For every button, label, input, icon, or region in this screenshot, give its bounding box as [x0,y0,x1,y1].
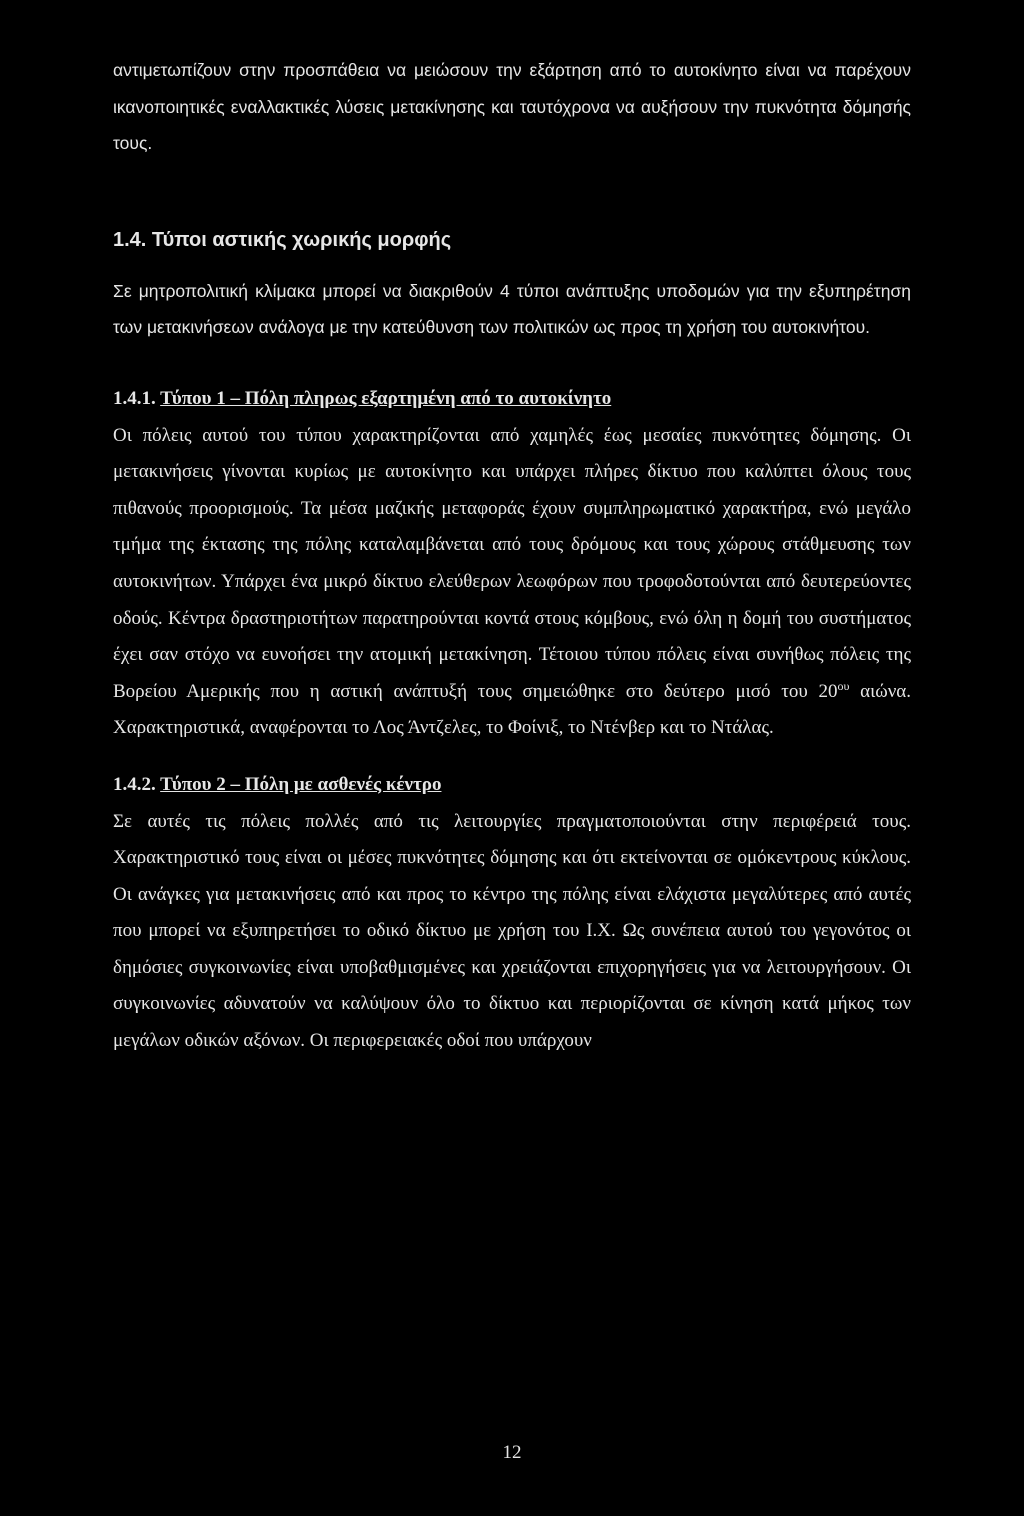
document-page [113,52,911,1060]
spacer [113,747,911,767]
subsection-2-title: Τύπου 2 – Πόλη με ασθενές κέντρο [160,773,442,795]
section-heading [113,222,911,258]
subsection-1-number: 1.4.1. [113,387,156,409]
subsection-1-text-a: Οι πόλεις αυτού του τύπου χαρακτηρίζονται από χαμηλές έως μεσαίες πυκνότητες δόμησης. Οι μετακινήσεις γίνονται κυρίως με αυτοκίνητο και υπάρχει πλήρες δίκτυο που καλύπτει όλους τους πιθανούς προορισμούς. Τα μέσα μαζικής μεταφοράς έχουν συμπληρωματικό χαρακτήρα, ενώ μεγάλο τμήμα της έκτασης της πόλης καταλαμβάνεται από τους δρόμους και τους χώρους στάθμευσης των αυτοκινήτων. Υπάρχει ένα μικρό δίκτυο ελεύθερων λεωφόρων που τροφοδοτούνται από δευτερεύοντες οδούς. Κέντρα δραστηριοτήτων παρατηρούνται κοντά στους κόμβους, ενώ όλη η δομή του συστήματος έχει σαν στόχο να ευνοήσει την ατομική μετακίνηση. Τέτοιου τύπου πόλεις είναι συνήθως πόλεις της Βορείου Αμερικής που η αστική ανάπτυξή τους σημειώθηκε στο δεύτερο μισό του 20 [113,424,911,702]
subsection-1-paragraph [113,418,911,747]
section-number: 1.4. [113,228,147,251]
section-paragraph: Σε μητροπολιτική κλίμακα μπορεί να διακριθούν 4 τύποι ανάπτυξης υποδομών για την εξυπηρέτηση των μετακινήσεων ανάλογα με την κατεύθυνση των πολιτικών ως προς τη χρήση του αυτοκινήτου. [113,280,911,338]
subsection-2-heading [113,767,911,804]
subsection-1-heading [113,381,911,418]
intro-paragraph: αντιμετωπίζουν στην προσπάθεια να μειώσουν την εξάρτηση από το αυτοκίνητο είναι να παρέχουν ικανοποιητικές εναλλακτικές λύσεις μετακίνησης και ταυτόχρονα να αυξήσουν την πυκνότητα δόμησής τους. [113,60,911,154]
spacer [113,258,911,273]
subsection-1-title: Τύπου 1 – Πόλη πληρως εξαρτημένη από το αυτοκίνητο [160,387,612,409]
page-number: 12 [502,1442,522,1463]
section-title: Τύποι αστικής χωρικής μορφής [151,228,452,251]
subsection-1-text-b: αιώνα. Χαρακτηριστικά, αναφέρονται το Λος Άντζελες, το Φοίνιξ, το Ντένβερ και το Ντάλας. [113,680,911,739]
spacer [113,346,911,381]
subsection-2-paragraph: Σε αυτές τις πόλεις πολλές από τις λειτουργίες πραγματοποιούνται στην περιφέρειά τους. Χαρακτηριστικό τους είναι οι μέσες πυκνότητες δόμησης και ότι εκτείνονται σε ομόκεντρους κύκλους. Οι ανάγκες για μετακινήσεις από και προς το κέντρο της πόλης είναι ελάχιστα μεγαλύτερες από αυτές που μπορεί να εξυπηρετήσει το οδικό δίκτυο με χρήση του Ι.Χ. Ως συνέπεια αυτού του γεγονότος οι δημόσιες συγκοινωνίες είναι υποβαθμισμένες και χρειάζονται επιχορηγήσεις για να λειτουργήσουν. Οι συγκοινωνίες αδυνατούν να καλύψουν όλο το δίκτυο και περιορίζονται σε κίνηση κατά μήκος των μεγάλων οδικών αξόνων. Οι περιφερειακές οδοί που υπάρχουν [113,810,911,1052]
ordinal-superscript: ου [837,678,850,693]
spacer [113,162,911,222]
subsection-2-number: 1.4.2. [113,773,156,795]
